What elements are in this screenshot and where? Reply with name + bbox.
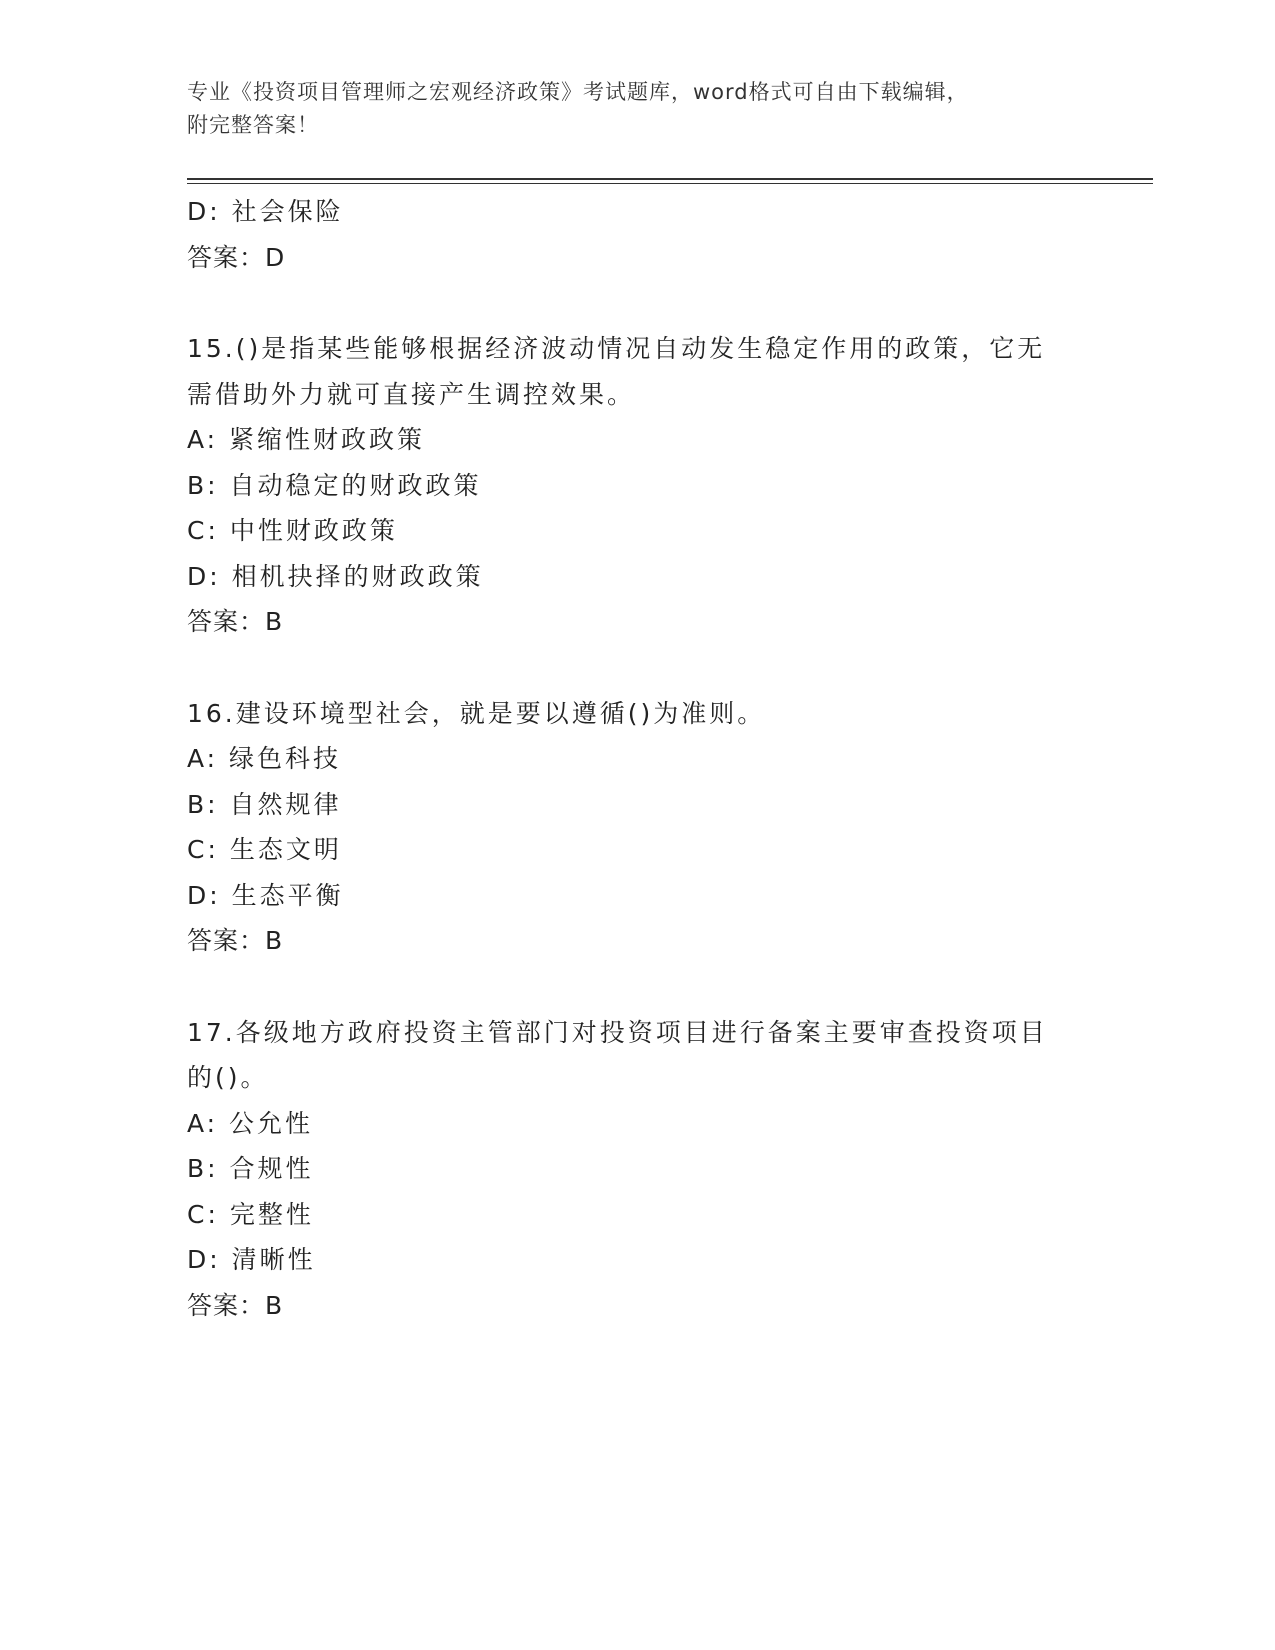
option-d: D: 相机抉择的财政政策 xyxy=(187,561,484,591)
spacer xyxy=(187,280,1087,326)
option-c: C: 生态文明 xyxy=(187,835,342,864)
spacer xyxy=(187,964,1087,1010)
option-b: B: 自然规律 xyxy=(187,789,342,819)
header-line-2: 附完整答案！ xyxy=(187,113,319,137)
option-a: A: 紧缩性财政政策 xyxy=(187,425,426,454)
question-14-fragment xyxy=(187,189,1087,280)
question-stem-line-2: 的()。 xyxy=(187,1063,269,1092)
option-b: B: 合规性 xyxy=(187,1154,314,1183)
question-stem-line-1: 16.建设环境型社会，就是要以遵循()为准则。 xyxy=(187,698,766,728)
answer-line: 答案：B xyxy=(187,926,284,955)
option-a: A: 绿色科技 xyxy=(187,744,342,773)
answer-line: 答案：B xyxy=(187,607,284,636)
option-c: C: 中性财政政策 xyxy=(187,516,398,545)
question-stem-line-2: 需借助外力就可直接产生调控效果。 xyxy=(187,379,636,409)
question-16 xyxy=(187,691,1087,964)
option-c: C: 完整性 xyxy=(187,1199,314,1229)
question-15 xyxy=(187,326,1087,645)
option-d: D: 社会保险 xyxy=(187,197,344,226)
answer-line: 答案：D xyxy=(187,242,286,272)
question-17 xyxy=(187,1010,1087,1329)
option-d: D: 生态平衡 xyxy=(187,880,344,910)
header-divider-thick xyxy=(187,178,1153,180)
header-line-1: 专业《投资项目管理师之宏观经济政策》考试题库，word格式可自由下载编辑， xyxy=(187,80,969,104)
header-divider-thin xyxy=(187,183,1153,184)
answer-line: 答案：B xyxy=(187,1290,284,1320)
question-stem-line-1: 15.()是指某些能够根据经济波动情况自动发生稳定作用的政策，它无 xyxy=(187,334,1046,363)
option-d: D: 清晰性 xyxy=(187,1245,316,1274)
question-stem-line-1: 17.各级地方政府投资主管部门对投资项目进行备案主要审查投资项目 xyxy=(187,1017,1048,1047)
page-header xyxy=(187,76,1087,142)
option-a: A: 公允性 xyxy=(187,1108,314,1138)
spacer xyxy=(187,645,1087,691)
question-list xyxy=(187,189,1087,1328)
option-b: B: 自动稳定的财政政策 xyxy=(187,470,482,500)
